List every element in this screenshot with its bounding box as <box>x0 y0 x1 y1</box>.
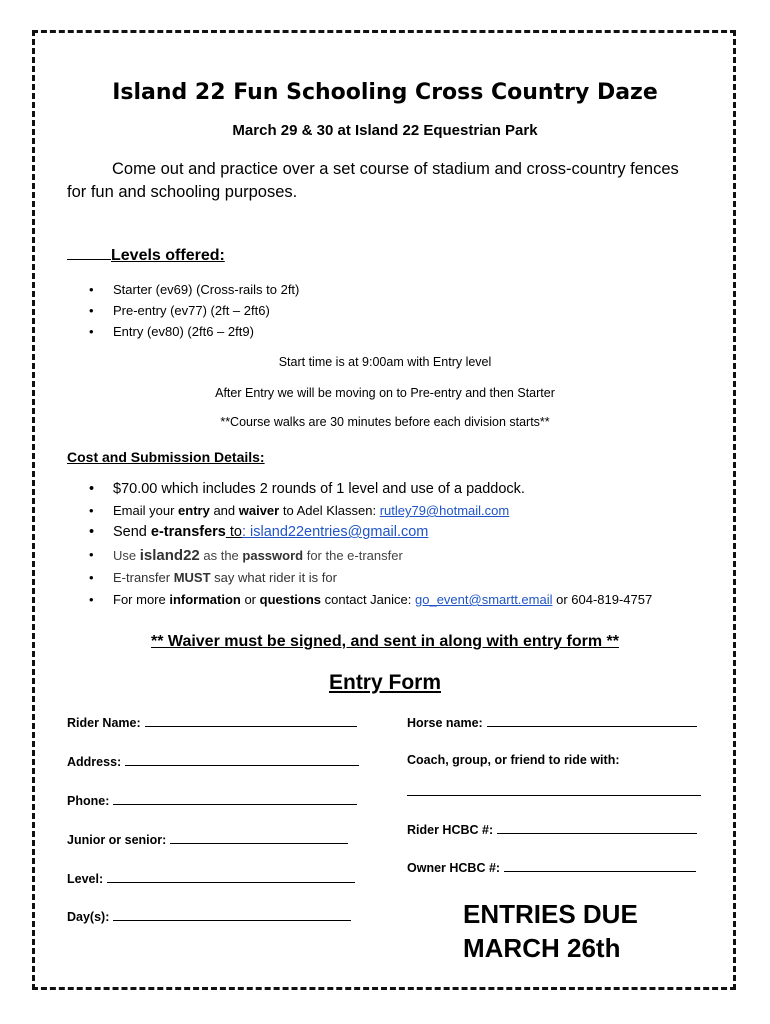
rider-name-field[interactable]: Rider Name: <box>67 714 357 730</box>
entry-form-heading: Entry Form <box>328 671 441 694</box>
owner-hcbc-field[interactable]: Owner HCBC #: <box>407 859 696 875</box>
start-time-note: Start time is at 9:00am with Entry level <box>278 355 492 369</box>
horse-name-field[interactable]: Horse name: <box>407 714 697 730</box>
days-field[interactable]: Day(s): <box>67 908 351 924</box>
intro-paragraph: Come out and practice over a set course of stadium and cross-country fences for fun and schooling purposes. <box>67 160 679 201</box>
page-title: Island 22 Fun Schooling Cross Country Daze <box>112 80 658 105</box>
waiver-note: ** Waiver must be signed, and sent in along with entry form ** <box>151 633 619 650</box>
junior-senior-field[interactable]: Junior or senior: <box>67 831 348 847</box>
order-note: After Entry we will be moving on to Pre-entry and then Starter <box>215 386 555 400</box>
entries-due-notice: ENTRIES DUE MARCH 26th <box>463 899 638 963</box>
rider-hcbc-field[interactable]: Rider HCBC #: <box>407 821 697 837</box>
email-link-janice[interactable]: go_event@smartt.email <box>415 592 553 607</box>
phone-field[interactable]: Phone: <box>67 792 357 808</box>
event-date-location: March 29 & 30 at Island 22 Equestrian Park <box>232 122 538 139</box>
address-field[interactable]: Address: <box>67 753 359 769</box>
levels-heading: Levels offered: <box>67 246 225 265</box>
cost-heading: Cost and Submission Details: <box>67 449 265 465</box>
coach-group-label: Coach, group, or friend to ride with: <box>407 753 620 767</box>
course-walk-note: **Course walks are 30 minutes before each division starts** <box>220 415 550 429</box>
coach-group-field[interactable] <box>407 795 701 796</box>
email-link-adel[interactable]: rutley79@hotmail.com <box>379 503 510 518</box>
email-link-entries[interactable]: : island22entries@gmail.com <box>241 524 429 540</box>
level-field[interactable]: Level: <box>67 870 355 886</box>
